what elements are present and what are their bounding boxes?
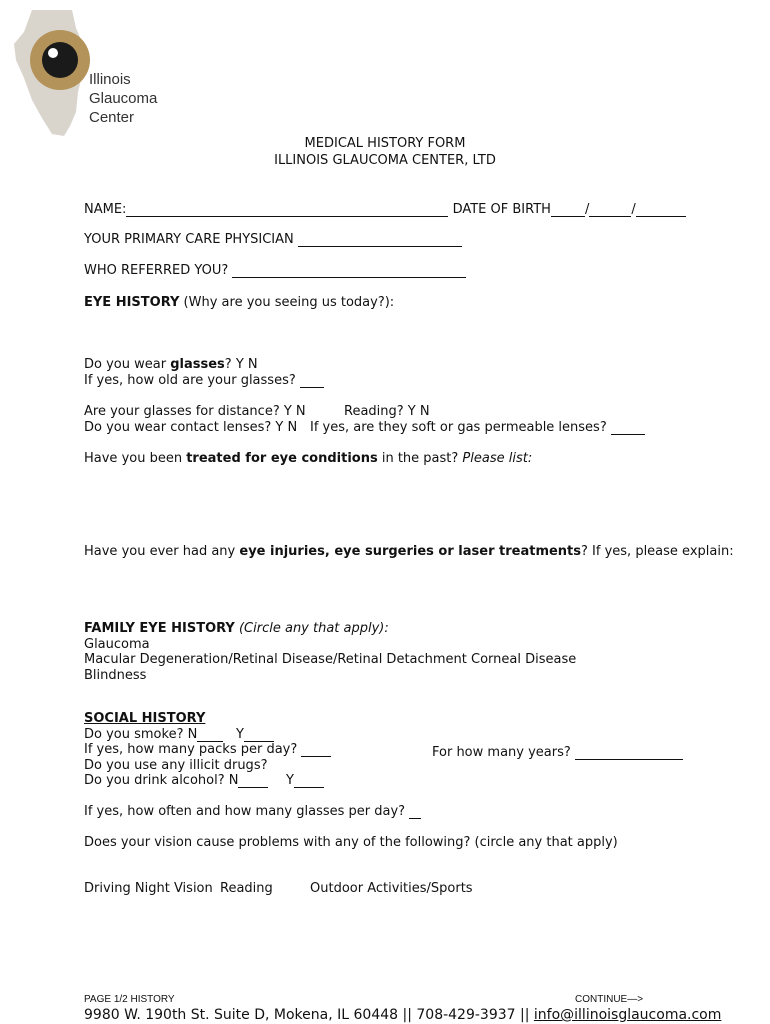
- glasses-question: [84, 357, 258, 372]
- contacts-type-field[interactable]: [611, 422, 645, 435]
- family-item-macular[interactable]: Macular Degeneration/Retinal Disease/Retinal Detachment Corneal Disease: [84, 652, 577, 667]
- glasses-bold: glasses: [170, 357, 225, 372]
- smoke-yes: [236, 727, 274, 742]
- smoke-yes-label: Y: [236, 727, 244, 742]
- treated-mid: in the past?: [377, 451, 463, 466]
- distance-question: Are your glasses for distance? Y N: [84, 404, 306, 419]
- injury-post: ? If yes, please explain:: [581, 544, 734, 559]
- injury-question: [84, 544, 734, 559]
- family-history-title: FAMILY EYE HISTORY: [84, 621, 235, 636]
- alcohol-label: Do you drink alcohol? N: [84, 773, 239, 788]
- physician-label: YOUR PRIMARY CARE PHYSICIAN: [84, 232, 294, 247]
- smoke-no-field[interactable]: [197, 729, 223, 742]
- logo-line1: Illinois: [89, 71, 131, 88]
- activity-outdoor[interactable]: Outdoor Activities/Sports: [310, 881, 473, 896]
- years-question: [432, 745, 683, 760]
- alcohol-yes-field[interactable]: [294, 775, 324, 788]
- glasses-age-label: If yes, how old are your glasses?: [84, 373, 296, 388]
- treated-question: [84, 451, 532, 466]
- years-field[interactable]: [575, 747, 683, 760]
- physician-field[interactable]: [298, 234, 462, 247]
- activity-reading[interactable]: Reading: [220, 881, 273, 896]
- eye-history-heading: [84, 295, 394, 310]
- referred-field[interactable]: [232, 265, 466, 278]
- reading-question: Reading? Y N: [344, 404, 430, 419]
- alcohol-no-field[interactable]: [238, 775, 268, 788]
- glasses-age-question: [84, 373, 324, 388]
- activity-driving[interactable]: Driving Night Vision: [84, 881, 213, 896]
- treated-pre: Have you been: [84, 451, 187, 466]
- glasses-age-field[interactable]: [300, 375, 324, 388]
- family-history-note: (Circle any that apply):: [234, 621, 389, 636]
- dob-separator: /: [631, 202, 636, 217]
- alcohol-question: [84, 773, 268, 788]
- form-subtitle: ILLINOIS GLAUCOMA CENTER, LTD: [274, 153, 496, 168]
- glasses-per-day-label: If yes, how often and how many glasses per day?: [84, 804, 406, 819]
- packs-field[interactable]: [301, 744, 331, 757]
- dob-separator: /: [584, 202, 590, 217]
- social-history-heading: SOCIAL HISTORY: [84, 711, 206, 726]
- continue-label: CONTINUE—>: [575, 994, 644, 1005]
- family-item-blindness[interactable]: Blindness: [84, 668, 147, 683]
- dob-day-field[interactable]: [589, 204, 631, 217]
- eye-history-note: (Why are you seeing us today?):: [179, 295, 395, 310]
- eye-history-title: EYE HISTORY: [84, 295, 180, 310]
- injury-bold: eye injuries, eye surgeries or laser treatments: [239, 544, 582, 559]
- dob-year-field[interactable]: [636, 204, 686, 217]
- glasses-pre: Do you wear: [84, 357, 171, 372]
- glasses-per-day-field[interactable]: [409, 806, 421, 819]
- packs-label: If yes, how many packs per day?: [84, 742, 298, 757]
- address-text: 9980 W. 190th St. Suite D, Mokena, IL 60448 || 708-429-3937 ||: [84, 1007, 534, 1023]
- contacts-type-label: If yes, are they soft or gas permeable lenses?: [310, 420, 607, 435]
- treated-bold: treated for eye conditions: [186, 451, 378, 466]
- alcohol-yes-label: Y: [286, 773, 294, 788]
- drugs-question: Do you use any illicit drugs?: [84, 758, 268, 773]
- contacts-type-question: [310, 420, 645, 435]
- vision-problems-question: Does your vision cause problems with any of the following? (circle any that apply): [84, 835, 618, 850]
- packs-question: [84, 742, 331, 757]
- family-history-heading: [84, 621, 389, 636]
- page-number: PAGE 1/2 HISTORY: [84, 994, 175, 1005]
- form-title: MEDICAL HISTORY FORM: [304, 136, 466, 151]
- logo-line2: Glaucoma: [89, 90, 158, 107]
- dob-month-field[interactable]: [551, 204, 585, 217]
- email-link[interactable]: info@illinoisglaucoma.com: [533, 1007, 722, 1023]
- logo-line3: Center: [89, 109, 135, 126]
- name-field[interactable]: [126, 204, 448, 217]
- logo-text: [89, 70, 157, 127]
- physician-row: [84, 232, 462, 247]
- referred-label: WHO REFERRED YOU?: [84, 263, 229, 278]
- glasses-post: ? Y N: [224, 357, 258, 372]
- name-row: [84, 202, 686, 217]
- footer-address: [84, 1007, 721, 1023]
- dob-label: DATE OF BIRTH: [452, 202, 551, 217]
- illinois-map-logo: [12, 8, 92, 138]
- smoke-question: [84, 727, 223, 742]
- smoke-yes-field[interactable]: [244, 729, 274, 742]
- smoke-label: Do you smoke? N: [84, 727, 198, 742]
- glasses-per-day-question: [84, 804, 421, 819]
- family-item-glaucoma[interactable]: Glaucoma: [84, 637, 150, 652]
- injury-pre: Have you ever had any: [84, 544, 240, 559]
- referred-row: [84, 263, 466, 278]
- alcohol-yes: [286, 773, 324, 788]
- contacts-question: Do you wear contact lenses? Y N: [84, 420, 298, 435]
- treated-ital: Please list:: [462, 451, 533, 466]
- name-label: NAME:: [84, 202, 127, 217]
- years-label: For how many years?: [432, 745, 571, 760]
